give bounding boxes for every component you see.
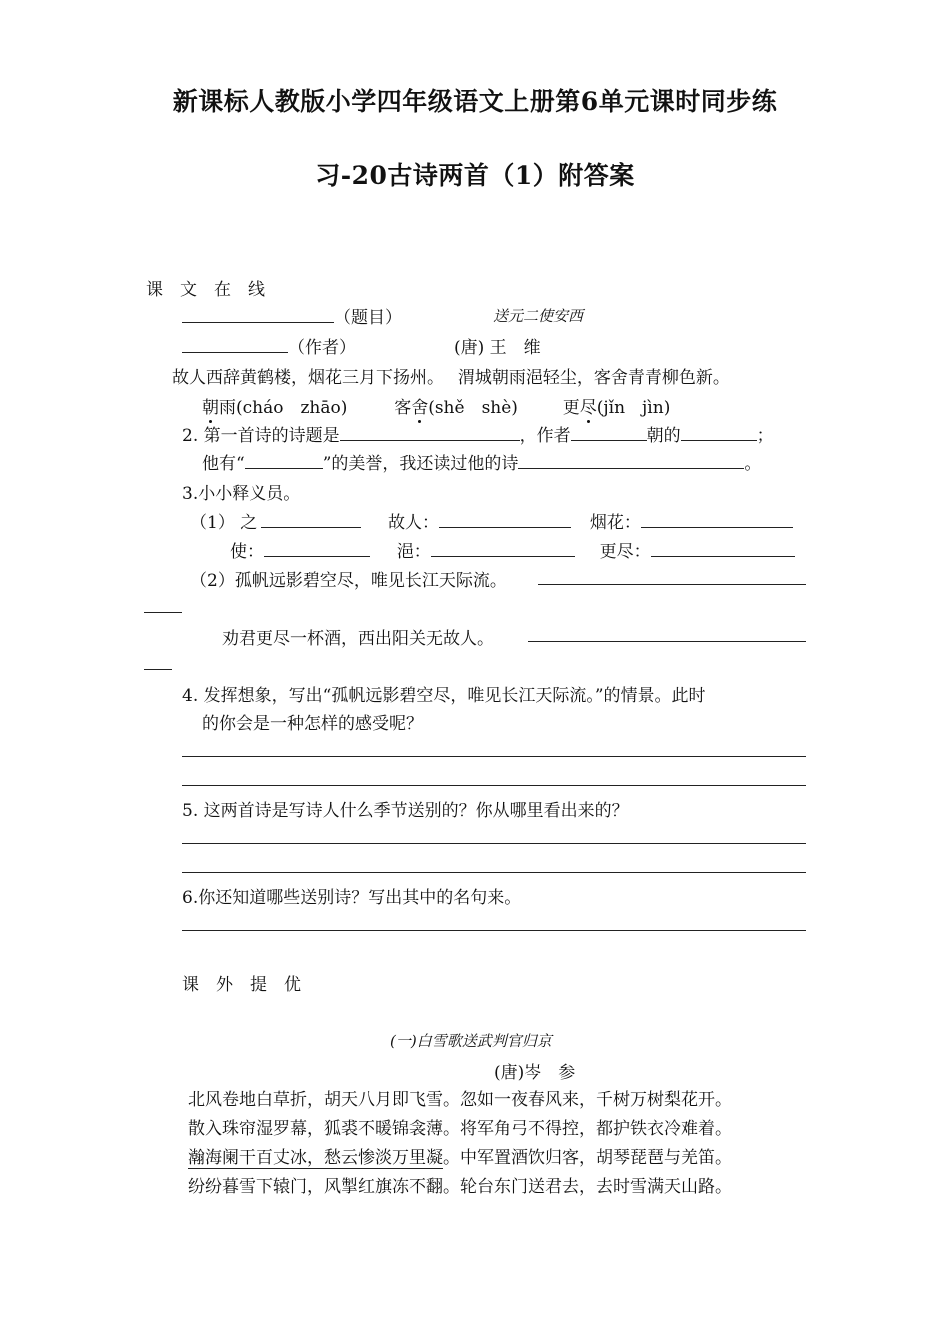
q2-honor-blank[interactable] <box>245 450 323 469</box>
poem2-line-3 <box>188 1143 732 1168</box>
q5-answer-line-2[interactable] <box>182 872 806 873</box>
q2-dynasty-blank[interactable] <box>571 422 647 441</box>
q3-zhi-blank[interactable] <box>261 509 361 528</box>
q3-yanhua-blank[interactable] <box>641 509 793 528</box>
pinyin1-char: 朝 <box>202 393 219 418</box>
author-blank[interactable] <box>182 334 288 353</box>
pinyin3-text: (jǐn jìn) <box>596 398 671 418</box>
q6-answer-line[interactable] <box>182 930 806 931</box>
poem2-author: (唐)岑 参 <box>494 1063 576 1083</box>
q6-question: 6.你还知道哪些送别诗？写出其中的名句来。 <box>182 888 522 908</box>
q2-text-d: ； <box>756 426 774 446</box>
q3-sentence1-answer-line[interactable] <box>538 584 806 585</box>
poem2-underlined-phrase: 瀚海阑干百丈冰，愁云惨淡万里凝 <box>188 1148 443 1168</box>
q5-question: 5. 这两首诗是写诗人什么季节送别的？你从哪里看出来的？ <box>182 801 629 821</box>
q3-sentence2-answer-line-cont[interactable] <box>144 669 172 670</box>
q3-label-shi: 使： <box>230 542 264 562</box>
q3-shi-blank[interactable] <box>264 538 370 557</box>
author-label: （作者） <box>288 338 356 358</box>
section-heading-text: 课 文 在 线 <box>146 280 265 300</box>
page-title-line2: 习-20古诗两首（1）附答案 <box>315 161 635 190</box>
q3-label-yi: 浥： <box>396 542 431 562</box>
q2-text-b: ，作者 <box>519 426 571 446</box>
q3-sentence1-answer-line-cont[interactable] <box>144 612 182 613</box>
poem2-line-4: 纷纷暮雪下辕门，风掣红旗冻不翻。轮台东门送君去，去时雪满天山路。 <box>188 1177 732 1197</box>
pinyin-row <box>202 393 670 418</box>
q2-text-g: 。 <box>744 454 762 474</box>
author-row <box>182 333 356 358</box>
q3-yi-blank[interactable] <box>431 538 575 557</box>
q3-label-guren: 故人： <box>388 513 440 533</box>
q4-line1: 4. 发挥想象，写出“孤帆远影碧空尽，唯见长江天际流。”的情景。此时 <box>182 686 706 706</box>
q2-line2 <box>202 449 761 474</box>
poem2-line-2: 散入珠帘湿罗幕，狐裘不暖锦衾薄。将军角弓不得控，都护铁衣冷难着。 <box>188 1119 732 1139</box>
title-label: （题目） <box>334 308 402 328</box>
q4-answer-line-2[interactable] <box>182 785 806 786</box>
q3-label-gengjin: 更尽： <box>599 542 651 562</box>
q4-answer-line-1[interactable] <box>182 756 806 757</box>
q2-author-blank[interactable] <box>681 422 757 441</box>
q3-label-yanhua: 烟花： <box>589 513 641 533</box>
poem1-author: (唐) 王 维 <box>454 338 541 358</box>
pinyin2-text: (shě shè) <box>428 398 518 418</box>
title-row <box>182 303 402 328</box>
q2-other-poem-blank[interactable] <box>518 450 744 469</box>
q3-heading: 3.小小释义员。 <box>182 484 301 504</box>
q5-answer-line-1[interactable] <box>182 843 806 844</box>
poem1-title: 送元二使安西 <box>493 307 584 325</box>
poem2-line-3-rest: 中军置酒饮归客，胡琴琵琶与羌笛。 <box>460 1148 732 1168</box>
pinyin2-char: 舍 <box>411 393 428 418</box>
section2-heading: 课 外 提 优 <box>182 975 301 995</box>
q2-text-f: ”的美誉，我还读过他的诗 <box>322 454 519 474</box>
poem2-underlined-tail: 。 <box>443 1148 460 1168</box>
q3-row2 <box>230 537 795 562</box>
pinyin1-text: 雨(cháo zhāo) <box>219 398 348 418</box>
poem1-text: 故人西辞黄鹤楼，烟花三月下扬州。 渭城朝雨浥轻尘，客舍青青柳色新。 <box>172 368 730 388</box>
page-title-line1: 新课标人教版小学四年级语文上册第6单元课时同步练 <box>172 87 778 116</box>
q3-sentence1: （2）孤帆远影碧空尽，唯见长江天际流。 <box>190 571 507 591</box>
poem2-line-1: 北风卷地白草折，胡天八月即飞雪。忽如一夜春风来，千树万树梨花开。 <box>188 1090 732 1110</box>
q3-label-zhi: （1） 之 <box>190 513 258 533</box>
q4-line2: 的你会是一种怎样的感受呢？ <box>202 714 423 734</box>
q2-poem-title-blank[interactable] <box>340 422 520 441</box>
q3-row1 <box>190 508 793 533</box>
q3-sentence2: 劝君更尽一杯酒，西出阳关无故人。 <box>222 629 494 649</box>
pinyin3-char: 尽 <box>580 393 597 418</box>
q3-guren-blank[interactable] <box>439 509 571 528</box>
q2-line1 <box>182 421 774 446</box>
pinyin3-prefix: 更 <box>562 398 580 418</box>
q3-sentence2-answer-line[interactable] <box>528 641 806 642</box>
title-blank[interactable] <box>182 304 334 323</box>
q3-gengjin-blank[interactable] <box>651 538 795 557</box>
q2-text-e: 他有“ <box>202 454 245 474</box>
poem2-title: (一)白雪歌送武判官归京 <box>390 1032 552 1050</box>
q2-text-a: 2. 第一首诗的诗题是 <box>182 426 340 446</box>
q2-text-c: 朝的 <box>646 426 681 446</box>
pinyin2-prefix: 客 <box>394 398 412 418</box>
